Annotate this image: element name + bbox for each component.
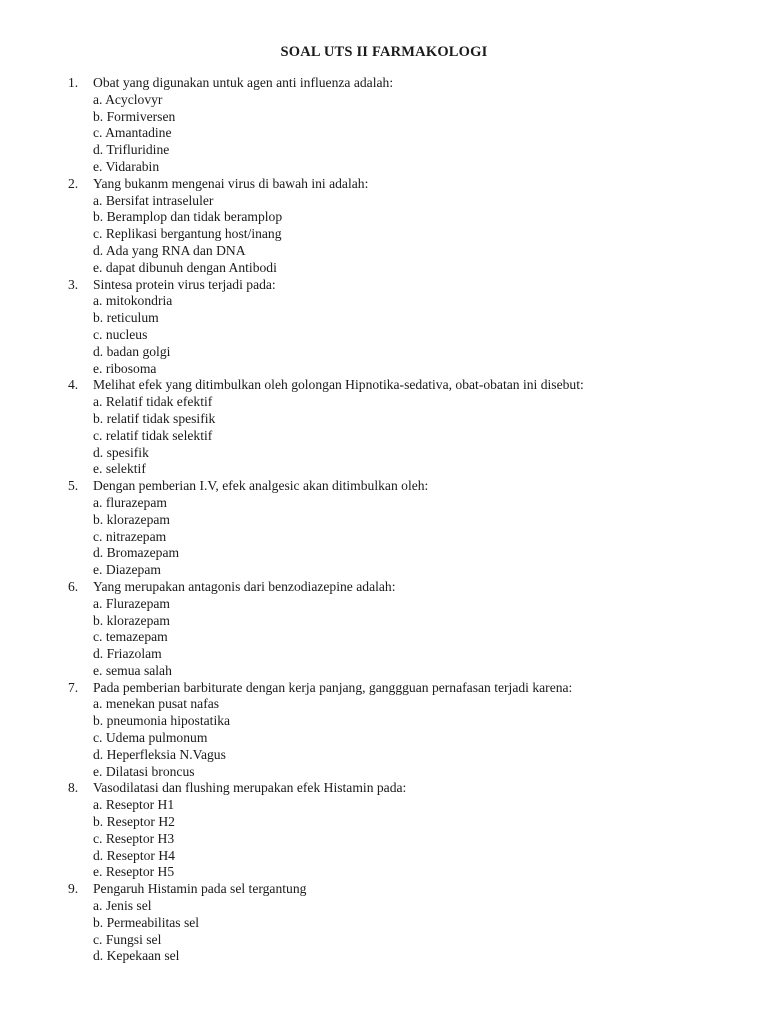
answer-option: a. menekan pusat nafas bbox=[93, 696, 220, 712]
answer-option: a. Bersifat intraseluler bbox=[93, 192, 214, 208]
question-text: Melihat efek yang ditimbulkan oleh golongan Hipnotika-sedativa, obat-obatan ini disebut: bbox=[93, 377, 584, 393]
question-line bbox=[68, 680, 748, 697]
answer-option: b. klorazepam bbox=[93, 511, 170, 527]
question-text: Pada pemberian barbiturate dengan kerja panjang, ganggguan pernafasan terjadi karena: bbox=[93, 679, 573, 695]
answer-option: e. selektif bbox=[93, 461, 146, 477]
answer-option: d. Heperfleksia N.Vagus bbox=[93, 746, 226, 762]
answer-option: c. Replikasi bergantung host/inang bbox=[93, 226, 282, 242]
answer-option: a. Relatif tidak efektif bbox=[93, 394, 213, 410]
answer-option: b. relatif tidak spesifik bbox=[93, 410, 216, 426]
question-item bbox=[68, 478, 748, 579]
question-item bbox=[68, 377, 748, 478]
question-number: 7. bbox=[68, 679, 79, 695]
answer-option: c. nucleus bbox=[93, 326, 148, 342]
answer-option: d. Ada yang RNA dan DNA bbox=[93, 242, 246, 258]
question-text: Vasodilatasi dan flushing merupakan efek Histamin pada: bbox=[93, 780, 407, 796]
question-line bbox=[68, 881, 748, 898]
question-text: Obat yang digunakan untuk agen anti influenza adalah: bbox=[93, 75, 394, 90]
question-item bbox=[68, 579, 748, 680]
answer-option: a. mitokondria bbox=[93, 293, 173, 309]
answer-option: b. klorazepam bbox=[93, 612, 170, 628]
answer-option: b. Formiversen bbox=[93, 108, 176, 124]
answer-option: e. dapat dibunuh dengan Antibodi bbox=[93, 259, 277, 275]
answer-option: e. Dilatasi broncus bbox=[93, 763, 195, 779]
answer-option: c. Reseptor H3 bbox=[93, 830, 175, 846]
question-list bbox=[68, 75, 748, 965]
answer-option: d. spesifik bbox=[93, 444, 149, 460]
question-item bbox=[68, 780, 748, 881]
answer-option: e. Vidarabin bbox=[93, 158, 160, 174]
question-item bbox=[68, 277, 748, 378]
answer-option: b. Reseptor H2 bbox=[93, 814, 175, 830]
question-line bbox=[68, 579, 748, 596]
answer-option: c. Amantadine bbox=[93, 125, 172, 141]
answer-option: c. Udema pulmonum bbox=[93, 730, 208, 746]
answer-option: d. Reseptor H4 bbox=[93, 847, 175, 863]
page-title: SOAL UTS II FARMAKOLOGI bbox=[280, 44, 488, 60]
question-item bbox=[68, 176, 748, 277]
answer-option: a. Flurazepam bbox=[93, 595, 170, 611]
question-line bbox=[68, 176, 748, 193]
question-text: Dengan pemberian I.V, efek analgesic akan ditimbulkan oleh: bbox=[93, 478, 429, 494]
question-number: 3. bbox=[68, 276, 79, 292]
answer-option: d. Bromazepam bbox=[93, 545, 180, 561]
question-number: 5. bbox=[68, 478, 79, 494]
question-line bbox=[68, 277, 748, 294]
question-line bbox=[68, 75, 748, 92]
question-number: 8. bbox=[68, 780, 79, 796]
answer-option: e. Diazepam bbox=[93, 562, 161, 578]
answer-option: d. Friazolam bbox=[93, 646, 162, 662]
answer-option: c. relatif tidak selektif bbox=[93, 427, 213, 443]
answer-option: c. Fungsi sel bbox=[93, 931, 162, 947]
answer-option: a. flurazepam bbox=[93, 494, 167, 510]
question-number: 1. bbox=[68, 75, 79, 90]
question-text: Pengaruh Histamin pada sel tergantung bbox=[93, 881, 307, 897]
answer-option: a. Reseptor H1 bbox=[93, 797, 175, 813]
question-line bbox=[68, 478, 748, 495]
answer-option: e. Reseptor H5 bbox=[93, 864, 175, 880]
question-number: 6. bbox=[68, 578, 79, 594]
answer-option: a. Acyclovyr bbox=[93, 91, 163, 107]
question-line bbox=[68, 780, 748, 797]
answer-option: d. badan golgi bbox=[93, 343, 171, 359]
answer-option: d. Kepekaan sel bbox=[93, 948, 180, 964]
answer-option: c. temazepam bbox=[93, 629, 168, 645]
question-item bbox=[68, 881, 748, 965]
question-text: Yang merupakan antagonis dari benzodiazepine adalah: bbox=[93, 578, 396, 594]
answer-option: e. semua salah bbox=[93, 662, 172, 678]
answer-option: b. Permeabilitas sel bbox=[93, 914, 200, 930]
question-number: 9. bbox=[68, 881, 79, 897]
answer-option: e. ribosoma bbox=[93, 360, 157, 376]
question-text: Sintesa protein virus terjadi pada: bbox=[93, 276, 276, 292]
question-number: 4. bbox=[68, 377, 79, 393]
answer-option: a. Jenis sel bbox=[93, 898, 152, 914]
question-number: 2. bbox=[68, 175, 79, 191]
question-item bbox=[68, 680, 748, 781]
answer-option: b. Beramplop dan tidak beramplop bbox=[93, 209, 283, 225]
question-item bbox=[68, 75, 748, 176]
answer-option: c. nitrazepam bbox=[93, 528, 167, 544]
answer-option: d. Trifluridine bbox=[93, 142, 170, 158]
answer-option: b. reticulum bbox=[93, 310, 159, 326]
question-line bbox=[68, 377, 748, 394]
question-text: Yang bukanm mengenai virus di bawah ini adalah: bbox=[93, 175, 369, 191]
answer-option: b. pneumonia hipostatika bbox=[93, 713, 231, 729]
